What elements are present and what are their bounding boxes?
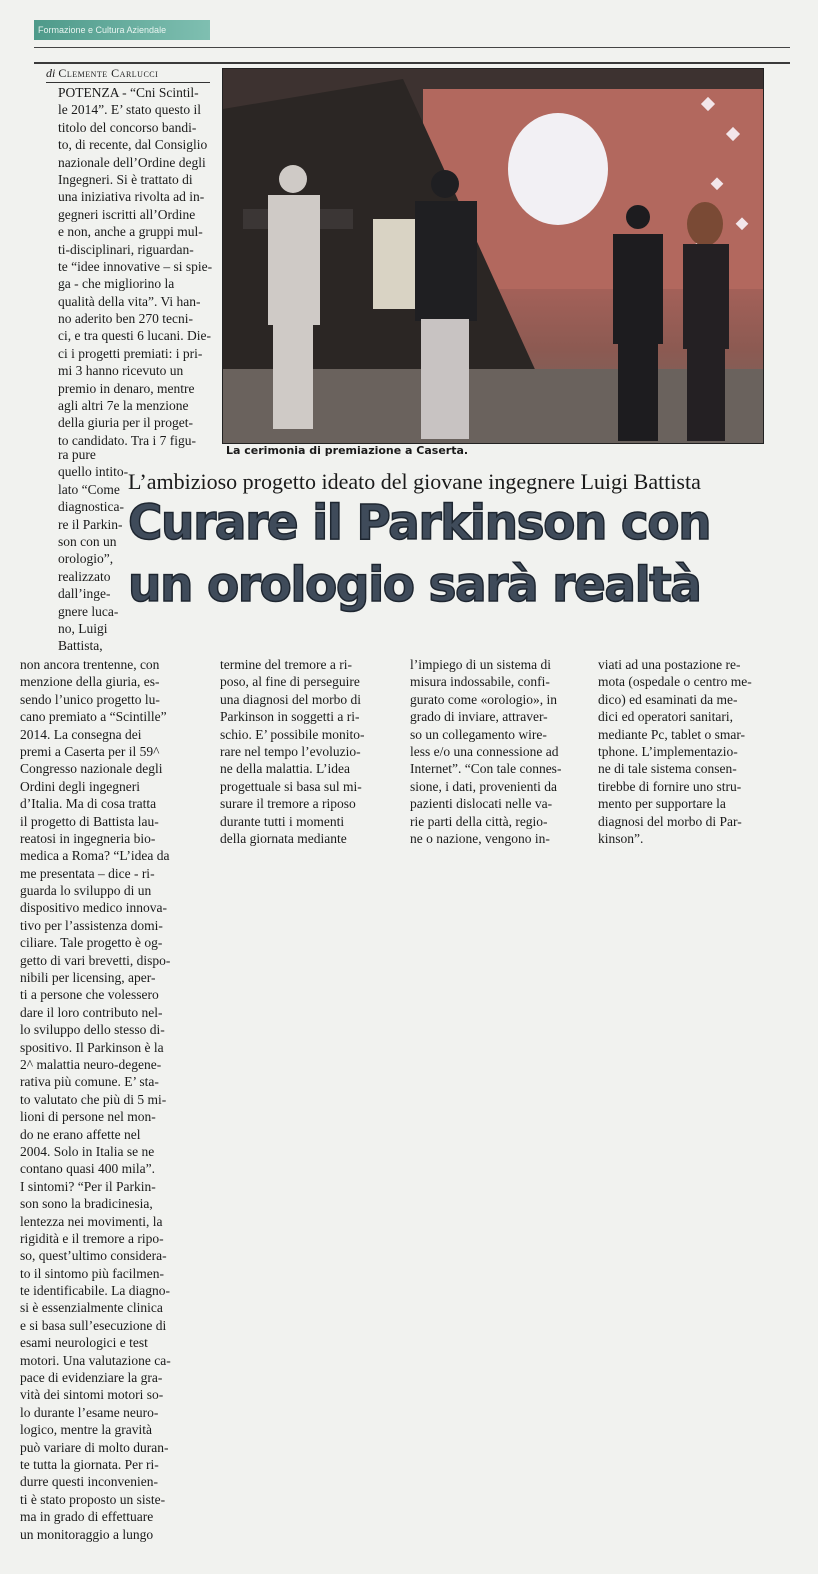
- text-line: mento per supportare la: [598, 796, 726, 812]
- text-line: titolo del concorso bandi-: [58, 119, 197, 135]
- text-line: ne della malattia. L’idea: [220, 761, 350, 777]
- text-line: contano quasi 400 mila”.: [20, 1161, 155, 1177]
- text-line: durre questi inconvenien-: [20, 1474, 158, 1490]
- text-line: dici ed operatori sanitari,: [598, 709, 733, 725]
- column-3: [410, 656, 596, 847]
- text-line: lo sviluppo dello stesso di-: [20, 1022, 165, 1038]
- headline-line-2: un orologio sarà realtà: [128, 557, 701, 613]
- text-line: tirebbe di fornire uno stru-: [598, 778, 742, 794]
- text-line: misura indossabile, confi-: [410, 674, 550, 690]
- text-line: Internet”. “Con tale connes-: [410, 761, 562, 777]
- text-line: tivo per l’assistenza domi-: [20, 917, 163, 933]
- text-line: Ingegneri. Si è trattato di: [58, 171, 193, 187]
- text-line: una iniziativa rivolta ad in-: [58, 189, 205, 205]
- text-line: medica a Roma? “L’idea da: [20, 848, 170, 864]
- text-line: l’impiego di un sistema di: [410, 657, 551, 672]
- text-line: I sintomi? “Per il Parkin-: [20, 1178, 156, 1194]
- text-line: grado di inviare, attraver-: [410, 709, 548, 725]
- text-line: viati ad una postazione re-: [598, 657, 741, 672]
- text-line: gnere luca-: [58, 603, 119, 619]
- text-line: diagnosi del morbo di Par-: [598, 813, 742, 829]
- text-line: to candidato. Tra i 7 figu-: [58, 432, 196, 448]
- text-line: mediante Pc, tablet o smar-: [598, 726, 746, 742]
- text-line: si è essenzialmente clinica: [20, 1300, 163, 1316]
- text-line: rie parti della città, regio-: [410, 813, 548, 829]
- text-line: Ordini degli ingegneri: [20, 778, 140, 794]
- text-line: premio in denaro, mentre: [58, 380, 195, 396]
- text-line: so, quest’ultimo considera-: [20, 1248, 167, 1264]
- text-line: ci i progetti premiati: i pri-: [58, 345, 203, 361]
- text-line: pace di evidenziare la gra-: [20, 1370, 163, 1386]
- text-line: re il Parkin-: [58, 516, 123, 532]
- text-line: sione, i dati, provenienti da: [410, 778, 557, 794]
- text-line: lentezza nei movimenti, la: [20, 1213, 163, 1229]
- text-line: una diagnosi del morbo di: [220, 691, 361, 707]
- column-2: [220, 656, 406, 847]
- text-line: reatosi in ingegneria bio-: [20, 830, 156, 846]
- text-line: ciliare. Tale progetto è og-: [20, 935, 163, 951]
- text-line: dico) ed esaminati da me-: [598, 691, 738, 707]
- text-line: POTENZA - “Cni Scintil-: [58, 85, 199, 100]
- text-line: Battista,: [58, 638, 103, 654]
- text-line: tphone. L’implementazio-: [598, 743, 738, 759]
- column-lead: [58, 84, 218, 449]
- text-line: può variare di molto duran-: [20, 1439, 169, 1455]
- byline-author: Clemente Carlucci: [58, 66, 159, 80]
- column-4: [598, 656, 784, 847]
- text-line: rare nel tempo l’evoluzio-: [220, 743, 361, 759]
- text-line: ti a persone che volessero: [20, 987, 159, 1003]
- text-line: ti è stato proposto un siste-: [20, 1491, 166, 1507]
- text-line: gegneri iscritti all’Ordine: [58, 206, 196, 222]
- text-line: durante tutti i momenti: [220, 813, 345, 829]
- text-line: rativa più comune. E’ sta-: [20, 1074, 159, 1090]
- text-line: un monitoraggio a lungo: [20, 1526, 154, 1542]
- text-line: lato “Come: [58, 481, 120, 497]
- text-line: poso, al fine di perseguire: [220, 674, 360, 690]
- text-line: so un collegamento wire-: [410, 726, 547, 742]
- text-line: ci, e tra questi 6 lucani. Die-: [58, 328, 211, 344]
- text-line: to, di recente, dal Consiglio: [58, 137, 208, 153]
- text-line: to il sintomo più facilmen-: [20, 1265, 164, 1281]
- text-line: gurato come «orologio», in: [410, 691, 557, 707]
- text-line: son sono la bradicinesia,: [20, 1196, 153, 1212]
- text-line: 2014. La consegna dei: [20, 726, 142, 742]
- text-line: getto di vari brevetti, dispo-: [20, 952, 171, 968]
- text-line: della giornata mediante: [220, 830, 347, 846]
- top-rule: [34, 47, 790, 48]
- text-line: ga - che migliorino la: [58, 276, 175, 292]
- text-line: no, Luigi: [58, 620, 108, 636]
- text-line: te tutta la giornata. Per ri-: [20, 1456, 159, 1472]
- headline: [128, 492, 755, 616]
- text-line: motori. Una valutazione ca-: [20, 1352, 171, 1368]
- byline: [46, 64, 210, 83]
- byline-prefix: di: [46, 66, 56, 80]
- award-ceremony-photo: [222, 68, 764, 444]
- text-line: me presentata – dice - ri-: [20, 865, 155, 881]
- text-line: surare il tremore a riposo: [220, 796, 356, 812]
- text-line: ne di tale sistema consen-: [598, 761, 737, 777]
- text-line: kinson”.: [598, 830, 644, 846]
- text-line: ra pure: [58, 447, 96, 462]
- text-line: dall’inge-: [58, 586, 111, 602]
- column-continuation: [20, 656, 210, 1543]
- text-line: logico, mentre la gravità: [20, 1422, 152, 1438]
- text-line: il progetto di Battista lau-: [20, 813, 159, 829]
- text-line: ne o nazione, vengono in-: [410, 830, 550, 846]
- text-line: mota (ospedale o centro me-: [598, 674, 752, 690]
- text-line: esami neurologici e test: [20, 1335, 148, 1351]
- text-line: realizzato: [58, 568, 111, 584]
- section-tag: Formazione e Cultura Aziendale: [34, 20, 210, 40]
- text-line: non ancora trentenne, con: [20, 657, 160, 672]
- text-line: no aderito ben 270 tecni-: [58, 311, 193, 327]
- text-line: rigidità e il tremore a ripo-: [20, 1230, 164, 1246]
- text-line: dispositivo medico innova-: [20, 900, 167, 916]
- text-line: cano premiato a “Scintille”: [20, 709, 167, 725]
- text-line: guarda lo sviluppo di un: [20, 883, 152, 899]
- text-line: dare il loro contributo nel-: [20, 1004, 163, 1020]
- text-line: pazienti dislocati nelle va-: [410, 796, 553, 812]
- text-line: e non, anche a gruppi mul-: [58, 224, 203, 240]
- text-line: son con un: [58, 533, 117, 549]
- text-line: spositivo. Il Parkinson è la: [20, 1039, 164, 1055]
- headline-line-1: Curare il Parkinson con: [128, 495, 711, 551]
- text-line: to valutato che più di 5 mi-: [20, 1091, 167, 1107]
- text-line: sendo l’unico progetto lu-: [20, 691, 160, 707]
- text-line: do ne erano affette nel: [20, 1126, 141, 1142]
- text-line: quello intito-: [58, 464, 129, 480]
- text-line: 2004. Solo in Italia se ne: [20, 1143, 155, 1159]
- text-line: mi 3 hanno ricevuto un: [58, 363, 184, 379]
- text-line: Parkinson in soggetti a ri-: [220, 709, 360, 725]
- text-line: te “idee innovative – si spie-: [58, 258, 213, 274]
- text-line: e si basa sull’esecuzione di: [20, 1317, 167, 1333]
- photo-caption: La cerimonia di premiazione a Caserta.: [226, 444, 469, 457]
- text-line: della giuria per il proget-: [58, 415, 193, 431]
- text-line: lioni di persone nel mon-: [20, 1109, 156, 1125]
- text-line: menzione della giuria, es-: [20, 674, 160, 690]
- text-line: ma in grado di effettuare: [20, 1509, 154, 1525]
- text-line: ti-disciplinari, riguardan-: [58, 241, 194, 257]
- text-line: te identificabile. La diagno-: [20, 1283, 170, 1299]
- text-line: nibili per licensing, aper-: [20, 970, 156, 986]
- text-line: diagnostica-: [58, 499, 124, 515]
- text-line: agli altri 7e la menzione: [58, 398, 189, 414]
- text-line: progettuale si basa sul mi-: [220, 778, 362, 794]
- photo-illustration: [223, 69, 763, 443]
- text-line: premi a Caserta per il 59^: [20, 743, 160, 759]
- text-line: 2^ malattia neuro-degene-: [20, 1056, 162, 1072]
- text-line: le 2014”. E’ stato questo il: [58, 102, 201, 118]
- text-line: d’Italia. Ma di cosa tratta: [20, 796, 157, 812]
- text-line: lo durante l’esame neuro-: [20, 1404, 159, 1420]
- text-line: less e/o una connessione ad: [410, 743, 559, 759]
- text-line: Congresso nazionale degli: [20, 761, 163, 777]
- text-line: orologio”,: [58, 551, 114, 567]
- text-line: vità dei sintomi motori so-: [20, 1387, 164, 1403]
- text-line: nazionale dell’Ordine degli: [58, 154, 206, 170]
- kicker: L’ambizioso progetto ideato del giovane ingegnere Luigi Battista: [128, 469, 701, 494]
- text-line: termine del tremore a ri-: [220, 657, 352, 672]
- column-narrow: [58, 446, 129, 655]
- text-line: schio. E’ possibile monito-: [220, 726, 365, 742]
- text-line: qualità della vita”. Vi han-: [58, 293, 201, 309]
